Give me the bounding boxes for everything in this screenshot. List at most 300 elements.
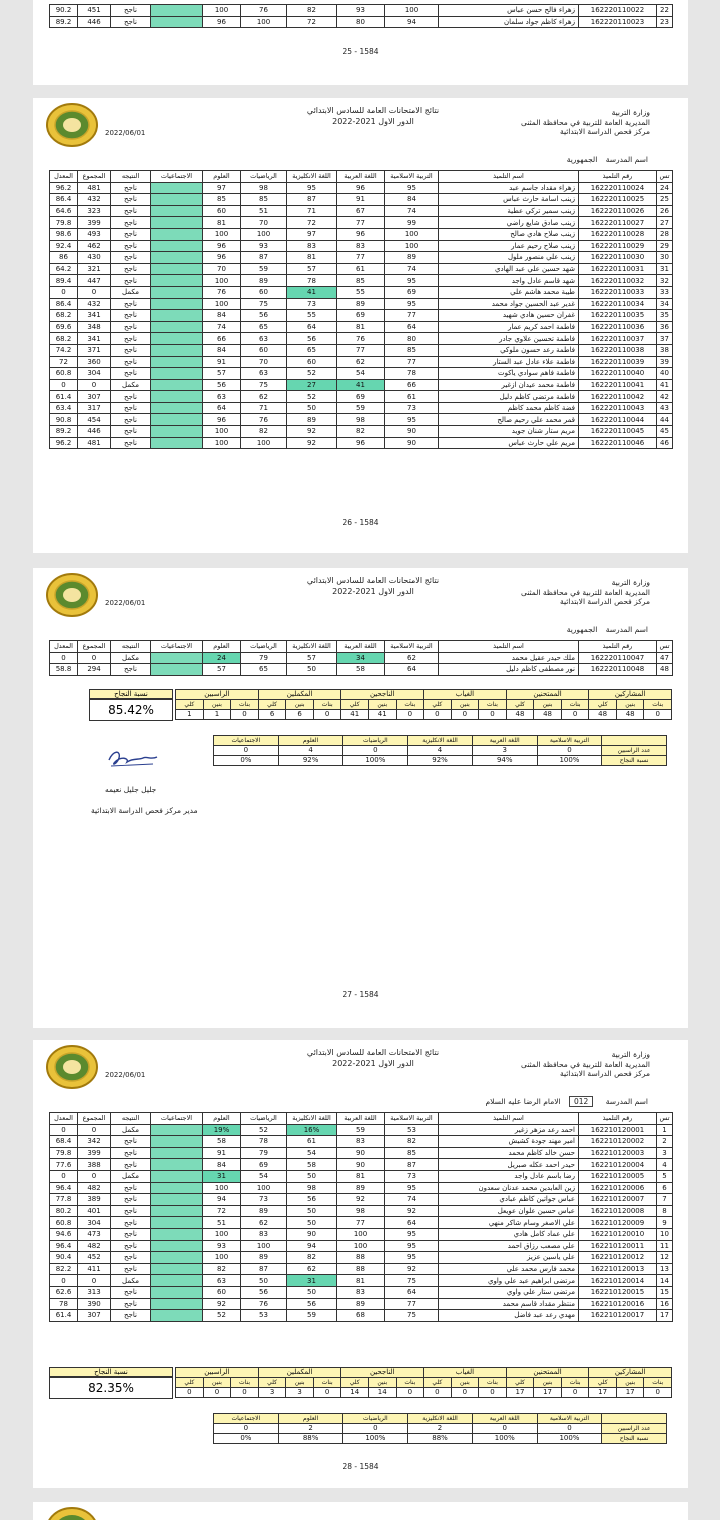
table-cell: ناجح	[111, 228, 151, 240]
table-cell	[151, 664, 203, 676]
table-row	[50, 1275, 673, 1287]
summary-group: الراسبين	[176, 690, 259, 700]
table-cell: 76	[241, 1298, 287, 1310]
summary-sub: بنين	[534, 700, 562, 710]
table-cell: علي عماد كامل هادي	[439, 1228, 579, 1240]
pass-rate-label: نسبة النجاح	[49, 1367, 173, 1377]
results-table-body	[50, 182, 673, 449]
table-cell: 16%	[287, 1124, 337, 1136]
table-cell: 90.8	[50, 414, 78, 426]
table-cell: 26	[657, 205, 673, 217]
table-cell: 56	[287, 1194, 337, 1206]
table-row	[50, 652, 673, 664]
table-row	[50, 182, 673, 194]
table-cell: طيبة محمد هاشم علي	[439, 286, 579, 298]
table-cell: 63	[241, 368, 287, 380]
table-cell: 162220110036	[579, 321, 657, 333]
table-cell: 50	[241, 1275, 287, 1287]
table-cell: 432	[78, 194, 111, 206]
table-cell: 70	[241, 217, 287, 229]
table-cell: 79.8	[50, 217, 78, 229]
table-row	[50, 1159, 673, 1171]
summary-value-row	[176, 710, 672, 720]
table-cell: 75	[241, 379, 287, 391]
table-cell	[151, 1263, 203, 1275]
table-cell: 307	[78, 1310, 111, 1322]
table-row	[50, 1298, 673, 1310]
table-cell: 89.2	[50, 426, 78, 438]
table-row	[50, 344, 673, 356]
report-date: 2022/06/01	[105, 599, 146, 607]
table-cell: ناجح	[111, 333, 151, 345]
summary-group: الممتحنين	[506, 690, 589, 700]
summary-value: 0	[479, 710, 507, 720]
column-header: تس	[657, 1113, 673, 1125]
table-cell: 307	[78, 391, 111, 403]
summary-sub: بنات	[313, 1378, 341, 1388]
table-cell: 77.8	[50, 1194, 78, 1206]
table-cell: ناجح	[111, 310, 151, 322]
summary-sub-row	[176, 1378, 672, 1388]
summary-group: المكملين	[258, 1368, 341, 1378]
table-cell: 162220110030	[579, 252, 657, 264]
table-cell: ناجح	[111, 1286, 151, 1298]
column-header: العلوم	[203, 171, 241, 183]
summary-value: 0	[424, 1388, 452, 1398]
table-cell: 100	[241, 16, 287, 28]
table-cell: 162210120005	[579, 1170, 657, 1182]
table-row	[50, 1182, 673, 1194]
table-cell: 100	[241, 1182, 287, 1194]
table-cell: 89	[241, 275, 287, 287]
table-cell: 162210120009	[579, 1217, 657, 1229]
summary-value: 17	[589, 1388, 617, 1398]
table-cell: 83	[287, 240, 337, 252]
table-cell: 87	[241, 1263, 287, 1275]
table-cell: 0	[78, 1275, 111, 1287]
org-header	[521, 1050, 650, 1079]
table-cell: 90	[337, 1147, 385, 1159]
school-line	[527, 625, 648, 634]
table-cell: زين العابدين محمد عدنان سعدون	[439, 1182, 579, 1194]
table-cell: 452	[78, 1252, 111, 1264]
report-title	[278, 105, 468, 127]
subject-header: اللغة الانكليزية	[408, 1414, 473, 1424]
table-cell: 162220110041	[579, 379, 657, 391]
table-cell: 481	[78, 182, 111, 194]
table-cell: 23	[657, 16, 673, 28]
table-cell: 446	[78, 16, 111, 28]
table-cell: 89.2	[50, 16, 78, 28]
table-row	[50, 414, 673, 426]
table-row	[50, 1310, 673, 1322]
table-row	[50, 1205, 673, 1217]
table-cell: 64	[385, 664, 439, 676]
summary-sub: بنات	[644, 1378, 672, 1388]
table-cell: شهد قاسم عادل واجد	[439, 275, 579, 287]
summary-value: 0	[396, 1388, 424, 1398]
table-cell: 73	[287, 298, 337, 310]
table-cell: نور مصطفى كاظم دليل	[439, 664, 579, 676]
table-cell	[151, 1147, 203, 1159]
table-cell: 72	[203, 1205, 241, 1217]
table-cell: 323	[78, 205, 111, 217]
summary-value: 48	[616, 710, 644, 720]
table-cell: 56	[287, 333, 337, 345]
summary-sub: كلي	[506, 1378, 534, 1388]
summary-sub: بنات	[231, 1378, 259, 1388]
table-cell: 62	[337, 356, 385, 368]
table-cell: 42	[657, 391, 673, 403]
subject-header: التربية الاسلامية	[537, 1414, 602, 1424]
table-cell: 52	[203, 1310, 241, 1322]
column-header: المجموع	[78, 641, 111, 653]
table-cell: 90	[287, 1228, 337, 1240]
table-cell: 162220110025	[579, 194, 657, 206]
table-cell: زهراء مقداد جاسم عبد	[439, 182, 579, 194]
column-header: اللغة العربية	[337, 171, 385, 183]
results-table-body	[50, 5, 673, 28]
summary-sub: كلي	[589, 700, 617, 710]
summary-sub: بنين	[616, 1378, 644, 1388]
summary-sub: بنات	[231, 700, 259, 710]
table-cell: ناجح	[111, 1136, 151, 1148]
summary-value: 0	[176, 1388, 204, 1398]
table-cell	[151, 1124, 203, 1136]
table-cell: 84	[203, 1159, 241, 1171]
table-cell: 60	[287, 356, 337, 368]
table-cell: 71	[287, 205, 337, 217]
table-cell: مهدي رعد عبد فاضل	[439, 1310, 579, 1322]
table-row	[50, 1147, 673, 1159]
table-cell: ملك حيدر عقيل محمد	[439, 652, 579, 664]
table-cell: 7	[657, 1194, 673, 1206]
summary-sub: كلي	[258, 700, 286, 710]
pass-pct: 100%	[472, 1434, 537, 1444]
table-cell: 100	[385, 228, 439, 240]
table-cell: 162220110037	[579, 333, 657, 345]
table-cell: ناجح	[111, 1228, 151, 1240]
table-cell: 8	[657, 1205, 673, 1217]
column-header: تس	[657, 171, 673, 183]
table-cell: 85	[241, 194, 287, 206]
column-header: الرياضيات	[241, 1113, 287, 1125]
table-row	[50, 194, 673, 206]
table-cell	[151, 1182, 203, 1194]
table-cell: 75	[385, 1275, 439, 1287]
table-cell: 50	[287, 402, 337, 414]
table-cell: 87	[385, 1159, 439, 1171]
table-cell: 60.8	[50, 1217, 78, 1229]
table-cell	[151, 1136, 203, 1148]
table-cell: 67	[337, 205, 385, 217]
summary-value: 48	[589, 710, 617, 720]
table-cell: 59	[287, 1310, 337, 1322]
pass-rate-value: 82.35%	[49, 1377, 173, 1399]
column-header: اسم التلميذ	[439, 641, 579, 653]
table-cell: مكمل	[111, 1124, 151, 1136]
table-cell	[151, 5, 203, 17]
table-cell: فاطمة تحسين علاوي جادر	[439, 333, 579, 345]
table-cell: 75	[385, 1310, 439, 1322]
fail-count-label: عدد الراسبين	[602, 746, 667, 756]
table-cell: 95	[385, 414, 439, 426]
table-row	[50, 1124, 673, 1136]
summary-value: 17	[506, 1388, 534, 1398]
table-cell	[151, 1205, 203, 1217]
table-cell: 482	[78, 1240, 111, 1252]
table-cell: زينب سمير تركي عطية	[439, 205, 579, 217]
table-cell: غفران حسين هادي شهيد	[439, 310, 579, 322]
summary-value: 14	[368, 1388, 396, 1398]
summary-value: 0	[644, 710, 672, 720]
table-cell: 80	[337, 16, 385, 28]
table-cell	[151, 437, 203, 449]
table-row	[50, 402, 673, 414]
table-cell: 51	[203, 1217, 241, 1229]
ministry-name: وزارة التربية	[611, 578, 650, 587]
school-label: اسم المدرسة	[605, 1097, 648, 1106]
fail-count-row	[214, 746, 667, 756]
table-cell: 56	[287, 1298, 337, 1310]
table-cell: ناجح	[111, 356, 151, 368]
table-cell: 451	[78, 5, 111, 17]
pass-pct-label: نسبة النجاح	[602, 756, 667, 766]
table-cell: 481	[78, 437, 111, 449]
table-cell: 68.2	[50, 310, 78, 322]
table-cell: 41	[657, 379, 673, 391]
table-cell: 60	[241, 344, 287, 356]
table-cell: ناجح	[111, 1205, 151, 1217]
table-cell: 162220110024	[579, 182, 657, 194]
table-cell: 100	[203, 437, 241, 449]
table-cell: 76	[203, 286, 241, 298]
table-row	[50, 217, 673, 229]
table-cell: 61	[287, 1136, 337, 1148]
summary-value: 48	[506, 710, 534, 720]
table-cell: 13	[657, 1263, 673, 1275]
table-cell: 96.4	[50, 1182, 78, 1194]
table-cell: 88	[337, 1252, 385, 1264]
table-cell: 96	[337, 228, 385, 240]
table-cell: 100	[203, 1182, 241, 1194]
table-cell: 81	[287, 252, 337, 264]
summary-group: الناجحين	[341, 1368, 424, 1378]
table-cell	[151, 240, 203, 252]
summary-group: المشاركين	[589, 1368, 672, 1378]
table-cell: 77	[385, 310, 439, 322]
summary-sub-row	[176, 700, 672, 710]
summary-sub: بنين	[203, 1378, 231, 1388]
page-number: 26 - 1584	[342, 518, 379, 527]
table-cell	[151, 652, 203, 664]
table-cell: 72	[50, 356, 78, 368]
summary-value: 0	[479, 1388, 507, 1398]
table-cell: 84	[385, 194, 439, 206]
summary-value: 0	[451, 1388, 479, 1398]
column-header: الاجتماعيات	[151, 1113, 203, 1125]
subject-stats-table	[213, 735, 667, 766]
table-cell: 46	[657, 437, 673, 449]
table-cell: 0	[78, 379, 111, 391]
table-cell: 95	[385, 298, 439, 310]
table-cell: 69	[337, 310, 385, 322]
fail-count: 0	[472, 1424, 537, 1434]
table-cell	[151, 263, 203, 275]
table-cell: 70	[203, 263, 241, 275]
table-cell: 64	[203, 402, 241, 414]
table-cell: 58.8	[50, 664, 78, 676]
table-cell	[151, 368, 203, 380]
table-cell: 17	[657, 1310, 673, 1322]
pass-rate-label: نسبة النجاح	[89, 689, 173, 699]
column-header: الاجتماعيات	[151, 641, 203, 653]
table-cell: 50	[287, 1217, 337, 1229]
page-number: 28 - 1584	[342, 1462, 379, 1471]
table-cell: 74	[385, 263, 439, 275]
pass-rate-value: 85.42%	[89, 699, 173, 721]
pass-pct: 92%	[278, 756, 343, 766]
table-cell: 96.4	[50, 1240, 78, 1252]
pass-pct: 0%	[214, 756, 279, 766]
column-header: رقم التلميذ	[579, 1113, 657, 1125]
table-cell: ناجح	[111, 1298, 151, 1310]
header-row	[50, 171, 673, 183]
table-cell: 62	[241, 1217, 287, 1229]
table-cell: 87	[241, 252, 287, 264]
table-cell	[151, 1194, 203, 1206]
table-cell: 96	[337, 182, 385, 194]
report-page-29	[33, 1502, 688, 1520]
table-cell: فاطمة فاهم سوادي ياكوت	[439, 368, 579, 380]
fail-count: 4	[278, 746, 343, 756]
table-cell: 162220110040	[579, 368, 657, 380]
table-cell: قمر محمد علي رحيم صالح	[439, 414, 579, 426]
table-cell: امير مهند جودة كشيش	[439, 1136, 579, 1148]
summary-value: 0	[396, 710, 424, 720]
table-cell: ناجح	[111, 5, 151, 17]
table-cell: ناجح	[111, 1182, 151, 1194]
table-cell: فاطمة محمد عيدان ازغير	[439, 379, 579, 391]
table-cell: 98	[337, 414, 385, 426]
table-cell: 64	[385, 1217, 439, 1229]
table-cell: 100	[241, 1240, 287, 1252]
table-row	[50, 1240, 673, 1252]
report-page-26	[33, 98, 688, 553]
table-cell: 61.4	[50, 391, 78, 403]
report-title	[278, 575, 468, 597]
column-header: النتيجه	[111, 641, 151, 653]
table-cell: 162210120002	[579, 1136, 657, 1148]
table-cell: 96.2	[50, 182, 78, 194]
table-cell: 64	[287, 321, 337, 333]
summary-value: 1	[203, 710, 231, 720]
table-cell: ناجح	[111, 298, 151, 310]
table-row	[50, 1252, 673, 1264]
table-cell: 50	[287, 1170, 337, 1182]
school-code: 012	[569, 1096, 593, 1107]
table-row	[50, 5, 673, 17]
summary-sub: كلي	[258, 1378, 286, 1388]
table-cell	[151, 194, 203, 206]
table-row	[50, 228, 673, 240]
table-cell: 162220110026	[579, 205, 657, 217]
table-cell: 82	[287, 5, 337, 17]
table-cell: 390	[78, 1298, 111, 1310]
table-cell: 96	[203, 252, 241, 264]
table-cell: 294	[78, 664, 111, 676]
summary-sub: بنات	[561, 1378, 589, 1388]
table-cell: 33	[657, 286, 673, 298]
table-cell: 69	[241, 1159, 287, 1171]
table-cell: 446	[78, 426, 111, 438]
table-cell: 29	[657, 240, 673, 252]
summary-sub: كلي	[424, 1378, 452, 1388]
table-cell	[151, 1275, 203, 1287]
table-cell: 100	[337, 1228, 385, 1240]
table-cell: 82.2	[50, 1263, 78, 1275]
fail-count: 4	[408, 746, 473, 756]
table-cell: ناجح	[111, 205, 151, 217]
table-cell: ناجح	[111, 414, 151, 426]
table-cell: 162210120001	[579, 1124, 657, 1136]
table-row	[50, 426, 673, 438]
table-row	[50, 16, 673, 28]
school-label: اسم المدرسة	[605, 625, 648, 634]
column-header: التربية الاسلامية	[385, 1113, 439, 1125]
table-cell: شهد حسين علي عبد الهادي	[439, 263, 579, 275]
column-header: اللغة العربية	[337, 641, 385, 653]
table-cell: 100	[385, 240, 439, 252]
fail-count: 0	[214, 1424, 279, 1434]
fail-count: 0	[343, 746, 408, 756]
page-number: 25 - 1584	[342, 47, 379, 56]
table-cell: 94	[385, 16, 439, 28]
table-cell: ناجح	[111, 321, 151, 333]
column-header: النتيجه	[111, 171, 151, 183]
table-cell: 341	[78, 310, 111, 322]
table-cell: 162220110034	[579, 298, 657, 310]
table-row	[50, 368, 673, 380]
table-cell: 94.6	[50, 1228, 78, 1240]
table-cell: 63.4	[50, 402, 78, 414]
table-cell: 27	[287, 379, 337, 391]
fail-count: 2	[408, 1424, 473, 1434]
table-cell: 162220110045	[579, 426, 657, 438]
fail-count: 0	[537, 746, 602, 756]
pass-pct-row	[214, 1434, 667, 1444]
table-cell: 28	[657, 228, 673, 240]
summary-sub: بنات	[396, 700, 424, 710]
table-cell: مرتضى ستار علي واوي	[439, 1286, 579, 1298]
table-cell: 72	[287, 217, 337, 229]
signer-name: جليل جليل نعيمه	[105, 785, 157, 794]
table-cell	[151, 182, 203, 194]
table-cell: 11	[657, 1240, 673, 1252]
table-cell: زينب صلاح رحيم عمار	[439, 240, 579, 252]
table-cell: 0	[78, 1170, 111, 1182]
table-row	[50, 310, 673, 322]
table-cell: 55	[287, 310, 337, 322]
summary-sub: بنين	[451, 1378, 479, 1388]
table-cell: 92	[385, 1263, 439, 1275]
table-cell: 447	[78, 275, 111, 287]
table-cell: ناجح	[111, 437, 151, 449]
table-cell: 162210120017	[579, 1310, 657, 1322]
table-cell: زينب صادق شايع راضي	[439, 217, 579, 229]
table-cell: 83	[337, 240, 385, 252]
table-cell: 52	[241, 1124, 287, 1136]
